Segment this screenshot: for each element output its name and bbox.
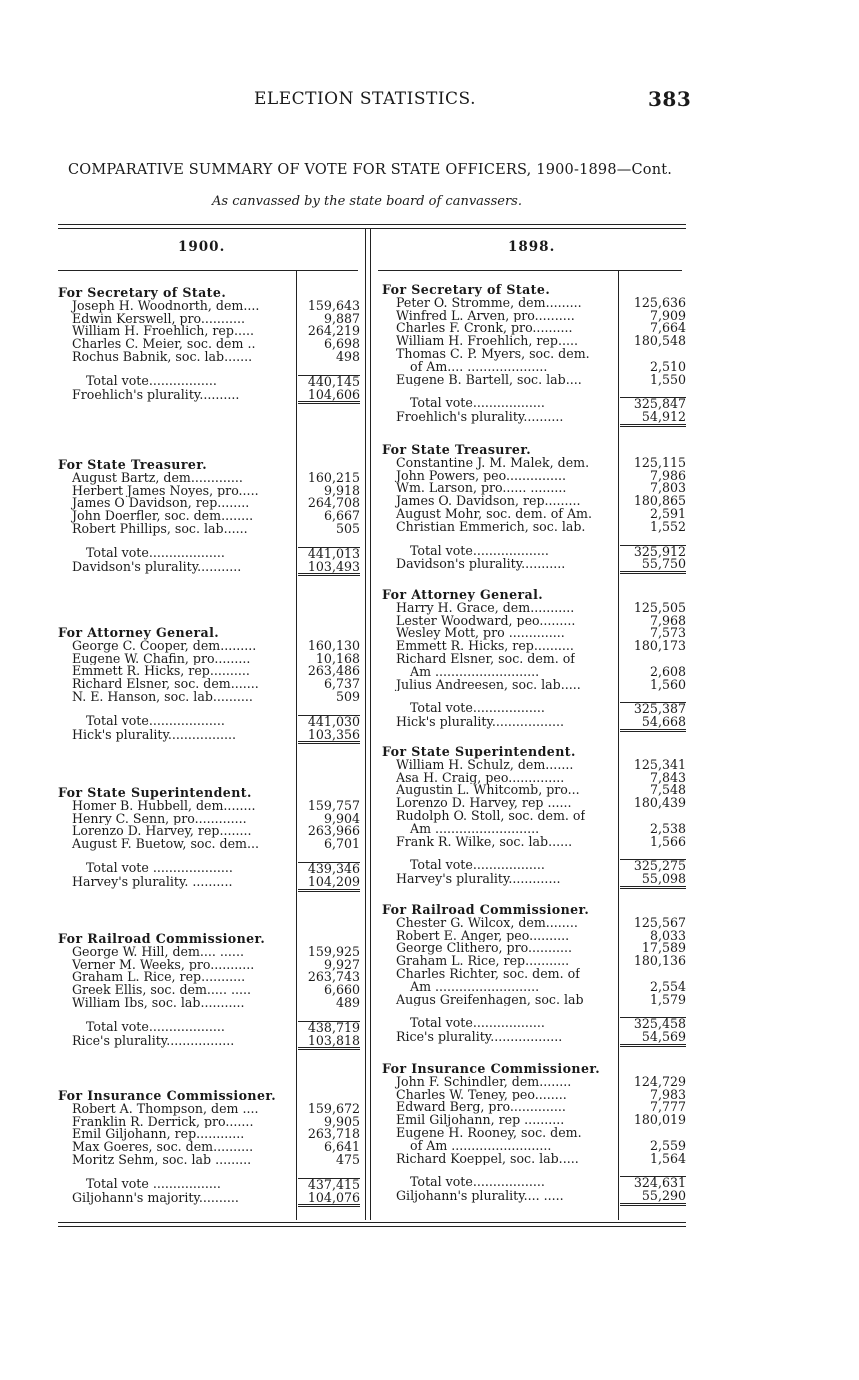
vote-count: 124,729 (633, 1073, 686, 1089)
candidate-name: Graham L. Rice, rep........... (396, 955, 570, 968)
office-section (382, 746, 686, 889)
vote-count: 180,173 (633, 638, 686, 654)
plurality-value: 55,750 (620, 558, 686, 574)
candidate-row (382, 955, 686, 968)
candidate-name: of Am ......................... (410, 1139, 552, 1153)
candidate-row (382, 1137, 686, 1153)
plurality-value: 55,290 (620, 1190, 686, 1206)
table-subtitle: As canvassed by the state board of canvassers. (212, 194, 522, 209)
vote-count: 9,887 (323, 310, 360, 326)
plurality-label: Giljohann's majority.......... (72, 1191, 239, 1205)
candidate-name: Charles W. Teney, peo........ (396, 1088, 567, 1102)
candidate-row (58, 994, 360, 1010)
plurality-row (58, 386, 360, 405)
candidate-name: Robert A. Thompson, dem .... (72, 1102, 259, 1116)
candidate-row (382, 1073, 686, 1089)
vote-count: 6,701 (323, 836, 360, 852)
vote-count: 6,698 (323, 336, 360, 352)
candidate-row (382, 653, 686, 666)
candidate-name: Eugene H. Rooney, soc. dem. (396, 1126, 582, 1140)
candidate-row (58, 1151, 360, 1167)
vote-count: 125,567 (633, 914, 686, 930)
office-section (58, 459, 360, 576)
plurality-row (58, 726, 360, 745)
candidate-row (382, 307, 686, 323)
vote-count: 7,843 (649, 769, 686, 785)
candidate-row (58, 825, 360, 838)
total-vote: 325,847 (620, 397, 686, 411)
candidate-name: William H. Schulz, dem....... (396, 758, 574, 772)
candidate-name: Joseph H. Woodnorth, dem.... (72, 299, 260, 313)
candidate-name: Harry H. Grace, dem........... (396, 601, 575, 615)
candidate-row (382, 676, 686, 692)
vote-count: 9,905 (323, 1113, 360, 1129)
plurality-row (382, 411, 686, 427)
plurality-row (382, 716, 686, 732)
vote-count: 8,033 (649, 927, 686, 943)
plurality-label: Rice's plurality.................. (396, 1031, 563, 1045)
total-vote: 438,719 (298, 1021, 360, 1035)
plurality-label: Froehlich's plurality.......... (396, 411, 564, 425)
candidate-name: William H. Froehlich, rep..... (396, 335, 578, 348)
office-heading: For Railroad Commissioner. (58, 931, 266, 946)
candidate-name: Emil Giljohann, rep .......... (396, 1114, 565, 1127)
plurality-label: Harvey's plurality............. (396, 873, 561, 887)
plurality-value: 54,668 (620, 716, 686, 732)
candidate-row (58, 984, 360, 997)
candidate-row (382, 769, 686, 785)
plurality-row (58, 1189, 360, 1208)
office-heading: For State Superintendent. (382, 744, 576, 759)
vote-count: 1,579 (649, 991, 686, 1007)
plurality-value: 104,209 (298, 876, 360, 892)
candidate-name: August F. Buetow, soc. dem... (72, 838, 260, 851)
plurality-value: 54,569 (620, 1031, 686, 1047)
candidate-name: George C. Cooper, dem......... (72, 639, 257, 653)
candidate-name: Thomas C. P. Myers, soc. dem. (396, 347, 590, 361)
candidate-name: Lorenzo D. Harvey, rep ...... (396, 797, 572, 810)
candidate-row (382, 358, 686, 374)
office-heading: For Secretary of State. (58, 285, 227, 300)
candidate-name: William H. Froehlich, rep..... (72, 325, 254, 339)
office-heading: For State Superintendent. (58, 785, 252, 800)
candidate-name: William Ibs, soc. lab........... (72, 996, 245, 1010)
candidate-name: Charles F. Cronk, pro.......... (396, 322, 573, 336)
vote-count: 7,909 (649, 307, 686, 323)
total-row (382, 1176, 686, 1190)
candidate-name: Augus Greifenhagen, soc. lab (396, 993, 584, 1007)
vote-count: 180,865 (633, 493, 686, 509)
candidate-row (58, 497, 360, 510)
vote-count: 263,743 (307, 969, 360, 985)
vote-count: 2,538 (649, 820, 686, 836)
candidate-name: Max Goeres, soc. dem.......... (72, 1141, 254, 1154)
candidate-name: Homer B. Hubbell, dem........ (72, 799, 256, 813)
office-section (382, 1063, 686, 1206)
candidate-name: George W. Hill, dem.... ...... (72, 945, 244, 959)
bottom-rule (58, 1222, 686, 1227)
candidate-name: Eugene W. Chafin, pro......... (72, 652, 251, 666)
vote-count: 1,560 (649, 676, 686, 692)
candidate-name: Moritz Sehm, soc. lab ......... (72, 1153, 252, 1167)
candidate-row (382, 756, 686, 772)
vote-count: 7,986 (649, 467, 686, 483)
plurality-value: 54,912 (620, 411, 686, 427)
candidate-name: Henry C. Senn, pro............. (72, 812, 247, 826)
total-label: Total vote................... (86, 1020, 225, 1034)
candidate-name: Eugene B. Bartell, soc. lab.... (396, 373, 582, 387)
candidate-name: John Doerfler, soc. dem........ (72, 510, 254, 523)
year-heading-1900: 1900. (178, 239, 226, 255)
total-vote: 325,912 (620, 545, 686, 559)
plurality-label: Harvey's plurality. .......... (72, 875, 233, 889)
candidate-name: Frank R. Wilke, soc. lab...... (396, 835, 573, 849)
candidate-name: John F. Schindler, dem........ (396, 1075, 572, 1089)
office-section (58, 933, 360, 1050)
candidate-name: Richard Elsner, soc. dem....... (72, 678, 259, 691)
candidate-name: Winfred L. Arven, pro.......... (396, 309, 575, 323)
candidate-row (58, 1128, 360, 1141)
vote-count: 7,573 (649, 625, 686, 641)
candidate-name: Emmett R. Hicks, rep.......... (396, 640, 574, 653)
plurality-row (382, 1190, 686, 1206)
office-section (382, 444, 686, 574)
candidate-row (382, 927, 686, 943)
candidate-name: Lester Woodward, peo......... (396, 614, 576, 628)
candidate-row (382, 1114, 686, 1127)
candidate-name: Emil Giljohann, rep............ (72, 1128, 245, 1142)
vote-count: 2,510 (649, 358, 686, 374)
candidate-row (58, 838, 360, 851)
candidate-name: Herbert James Noyes, pro..... (72, 484, 259, 498)
head-rule-right (378, 270, 682, 271)
vote-count: 7,664 (649, 320, 686, 336)
plurality-row (382, 558, 686, 574)
candidate-row (382, 348, 686, 361)
total-label: Total vote................. (86, 374, 217, 388)
vote-count: 1,552 (649, 518, 686, 534)
plurality-value: 104,076 (298, 1192, 360, 1208)
vote-count: 159,925 (307, 943, 360, 959)
candidate-name: George Clithero, pro........... (396, 942, 573, 956)
plurality-label: Rice's plurality................. (72, 1034, 235, 1048)
plurality-row (58, 873, 360, 892)
candidate-row (382, 371, 686, 387)
candidate-row (382, 978, 686, 994)
center-divider (365, 228, 366, 1220)
vote-count: 180,439 (633, 795, 686, 811)
candidate-name: August Bartz, dem............. (72, 471, 243, 485)
candidate-name: Emmett R. Hicks, rep.......... (72, 665, 250, 679)
vote-count: 2,608 (649, 663, 686, 679)
candidate-row (382, 797, 686, 810)
candidate-name: Julius Andreesen, soc. lab..... (396, 678, 581, 692)
plurality-value: 103,493 (298, 561, 360, 577)
candidate-row (58, 348, 360, 364)
candidate-row (382, 467, 686, 483)
vote-count: 180,548 (633, 333, 686, 349)
candidate-row (382, 968, 686, 981)
page-number: 383 (648, 87, 692, 111)
office-heading: For Insurance Commissioner. (382, 1061, 601, 1076)
candidate-name: Rochus Babnik, soc. lab....... (72, 350, 253, 364)
vote-count: 2,554 (649, 978, 686, 994)
candidate-name: Am .......................... (410, 980, 540, 994)
candidate-row (382, 1150, 686, 1166)
candidate-row (382, 454, 686, 470)
plurality-label: Davidson's plurality........... (396, 558, 566, 572)
plurality-row (382, 873, 686, 889)
vote-count: 2,559 (649, 1137, 686, 1153)
candidate-name: James O. Davidson, rep......... (396, 495, 581, 508)
vote-count: 125,115 (633, 454, 686, 470)
candidate-name: Am .......................... (410, 665, 540, 679)
candidate-row (58, 297, 360, 313)
plurality-value: 103,356 (298, 729, 360, 745)
candidate-row (58, 1141, 360, 1154)
plurality-row (58, 558, 360, 577)
total-vote: 437,415 (298, 1178, 360, 1192)
candidate-name: Richard Elsner, soc. dem. of (396, 652, 575, 666)
candidate-row (382, 505, 686, 521)
total-label: Total vote................... (86, 546, 225, 560)
table-title: COMPARATIVE SUMMARY OF VOTE FOR STATE OFFICERS, 1900-1898—Cont. (68, 162, 673, 178)
left-value-rule (296, 270, 297, 1220)
vote-count: 264,219 (307, 323, 360, 339)
candidate-name: Edward Berg, pro.............. (396, 1101, 566, 1115)
candidate-name: Charles Richter, soc. dem. of (396, 967, 580, 981)
vote-count: 159,643 (307, 297, 360, 313)
candidate-name: Peter O. Stromme, dem......... (396, 296, 582, 310)
plurality-label: Davidson's plurality........... (72, 560, 242, 574)
vote-count: 1,550 (649, 371, 686, 387)
vote-count: 263,486 (307, 663, 360, 679)
vote-count: 263,966 (307, 823, 360, 839)
candidate-row (382, 518, 686, 534)
vote-count: 125,341 (633, 756, 686, 772)
candidate-row (58, 797, 360, 813)
plurality-value: 104,606 (298, 389, 360, 405)
vote-count: 9,918 (323, 482, 360, 498)
vote-count: 180,136 (633, 953, 686, 969)
vote-count: 159,672 (307, 1100, 360, 1116)
vote-count: 10,168 (315, 650, 360, 666)
plurality-value: 103,818 (298, 1035, 360, 1051)
candidate-row (58, 510, 360, 523)
vote-count: 7,777 (649, 1099, 686, 1115)
vote-count: 489 (335, 994, 360, 1010)
office-heading: For Secretary of State. (382, 282, 551, 297)
total-vote: 441,013 (298, 547, 360, 561)
vote-count: 160,130 (307, 637, 360, 653)
total-label: Total vote.................. (410, 702, 545, 716)
candidate-row (382, 1086, 686, 1102)
vote-count: 9,904 (323, 810, 360, 826)
vote-count: 1,566 (649, 833, 686, 849)
candidate-row (382, 810, 686, 823)
total-row (382, 859, 686, 873)
vote-count: 2,591 (649, 505, 686, 521)
total-label: Total vote .................... (86, 861, 233, 875)
candidate-row (382, 495, 686, 508)
candidate-row (382, 294, 686, 310)
year-heading-1898: 1898. (508, 239, 556, 255)
candidate-name: Graham L. Rice, rep........... (72, 971, 246, 985)
running-title: ELECTION STATISTICS. (254, 89, 476, 109)
total-label: Total vote.................. (410, 1017, 545, 1031)
vote-count: 509 (335, 688, 360, 704)
candidate-row (58, 1100, 360, 1116)
total-label: Total vote.................. (410, 1176, 545, 1190)
vote-count: 180,019 (633, 1112, 686, 1128)
candidate-row (58, 665, 360, 678)
candidate-name: Chester G. Wilcox, dem........ (396, 916, 578, 930)
total-vote: 441,030 (298, 715, 360, 729)
vote-count: 475 (335, 1151, 360, 1167)
candidate-row (382, 599, 686, 615)
candidate-name: Am .......................... (410, 822, 540, 836)
plurality-label: Giljohann's plurality.... ..... (396, 1190, 564, 1204)
candidate-name: John Powers, peo............... (396, 469, 567, 483)
candidate-name: Robert E. Anger, peo.......... (396, 929, 570, 943)
total-row (382, 545, 686, 559)
candidate-name: Wesley Mott, pro .............. (396, 627, 565, 641)
head-rule-left (58, 270, 358, 271)
plurality-value: 55,098 (620, 873, 686, 889)
total-label: Total vote.................. (410, 397, 545, 411)
candidate-row (382, 820, 686, 836)
total-label: Total vote................... (410, 544, 549, 558)
plurality-label: Hick's plurality................. (72, 728, 236, 742)
vote-count: 6,660 (323, 982, 360, 998)
candidate-row (58, 520, 360, 536)
top-rule (58, 224, 686, 229)
candidate-name: Christian Emmerich, soc. lab. (396, 520, 586, 534)
total-vote: 324,631 (620, 1176, 686, 1190)
candidate-name: Charles C. Meier, soc. dem .. (72, 338, 256, 351)
candidate-row (382, 612, 686, 628)
plurality-label: Hick's plurality.................. (396, 716, 564, 730)
office-section (58, 627, 360, 744)
total-label: Total vote ................. (86, 1177, 221, 1191)
candidate-row (382, 833, 686, 849)
candidate-row (58, 971, 360, 984)
candidate-row (58, 943, 360, 959)
vote-count: 9,927 (323, 956, 360, 972)
vote-count: 505 (335, 520, 360, 536)
candidate-row (382, 335, 686, 348)
candidate-row (58, 678, 360, 691)
vote-count: 7,983 (649, 1086, 686, 1102)
candidate-name: Robert Phillips, soc. lab...... (72, 522, 248, 536)
candidate-row (58, 469, 360, 485)
total-vote: 325,275 (620, 859, 686, 873)
vote-count: 264,708 (307, 495, 360, 511)
candidate-name: James O Davidson, rep........ (72, 497, 250, 511)
candidate-row (58, 688, 360, 704)
candidate-name: Rudolph O. Stoll, soc. dem. of (396, 809, 586, 823)
candidate-row (382, 1127, 686, 1140)
candidate-name: of Am.... .................... (410, 360, 548, 374)
candidate-name: August Mohr, soc. dem. of Am. (396, 507, 592, 521)
vote-count: 7,968 (649, 612, 686, 628)
vote-count: 6,737 (323, 676, 360, 692)
center-divider-2 (370, 228, 371, 1220)
office-section (58, 1090, 360, 1207)
total-vote: 440,145 (298, 375, 360, 389)
total-vote: 325,458 (620, 1017, 686, 1031)
candidate-name: Edwin Kerswell, pro........... (72, 312, 245, 326)
total-label: Total vote................... (86, 714, 225, 728)
plurality-row (58, 1032, 360, 1051)
total-row (382, 1017, 686, 1031)
office-section (382, 904, 686, 1047)
candidate-row (58, 325, 360, 338)
candidate-name: Asa H. Craig, peo.............. (396, 771, 565, 785)
total-row (382, 397, 686, 411)
office-section (58, 787, 360, 892)
candidate-row (58, 637, 360, 653)
office-heading: For Attorney General. (382, 587, 544, 602)
vote-count: 263,718 (307, 1126, 360, 1142)
vote-count: 498 (335, 348, 360, 364)
office-section (382, 284, 686, 427)
plurality-row (382, 1031, 686, 1047)
candidate-name: Wm. Larson, pro...... ......... (396, 482, 567, 496)
vote-count: 6,667 (323, 508, 360, 524)
candidate-name: Franklin R. Derrick, pro....... (72, 1115, 254, 1129)
vote-count: 160,215 (307, 469, 360, 485)
vote-count: 125,505 (633, 599, 686, 615)
spacer (382, 534, 686, 545)
vote-count: 7,548 (649, 782, 686, 798)
candidate-name: N. E. Hanson, soc. lab.......... (72, 690, 253, 704)
office-heading: For State Treasurer. (58, 457, 207, 472)
candidate-name: Constantine J. M. Malek, dem. (396, 456, 590, 470)
candidate-row (382, 991, 686, 1007)
vote-count: 1,564 (649, 1150, 686, 1166)
office-heading: For Railroad Commissioner. (382, 902, 590, 917)
office-section (58, 287, 360, 404)
candidate-row (382, 914, 686, 930)
vote-count: 6,641 (323, 1139, 360, 1155)
candidate-name: Richard Koeppel, soc. lab..... (396, 1152, 579, 1166)
total-row (382, 702, 686, 716)
vote-count: 17,589 (641, 940, 686, 956)
total-label: Total vote.................. (410, 859, 545, 873)
candidate-name: Lorenzo D. Harvey, rep........ (72, 825, 252, 839)
candidate-name: Verner M. Weeks, pro........... (72, 958, 255, 972)
vote-count: 125,636 (633, 294, 686, 310)
candidate-row (382, 663, 686, 679)
office-section (382, 589, 686, 732)
office-heading: For Insurance Commissioner. (58, 1088, 277, 1103)
vote-count: 159,757 (307, 797, 360, 813)
candidate-row (382, 640, 686, 653)
office-heading: For Attorney General. (58, 625, 220, 640)
candidate-row (58, 338, 360, 351)
candidate-name: Greek Ellis, soc. dem..... ..... (72, 984, 251, 997)
office-heading: For State Treasurer. (382, 442, 531, 457)
vote-count: 7,803 (649, 480, 686, 496)
plurality-label: Froehlich's plurality.......... (72, 388, 240, 402)
candidate-name: Augustin L. Whitcomb, pro... (396, 784, 580, 798)
total-vote: 439,346 (298, 862, 360, 876)
total-vote: 325,387 (620, 702, 686, 716)
